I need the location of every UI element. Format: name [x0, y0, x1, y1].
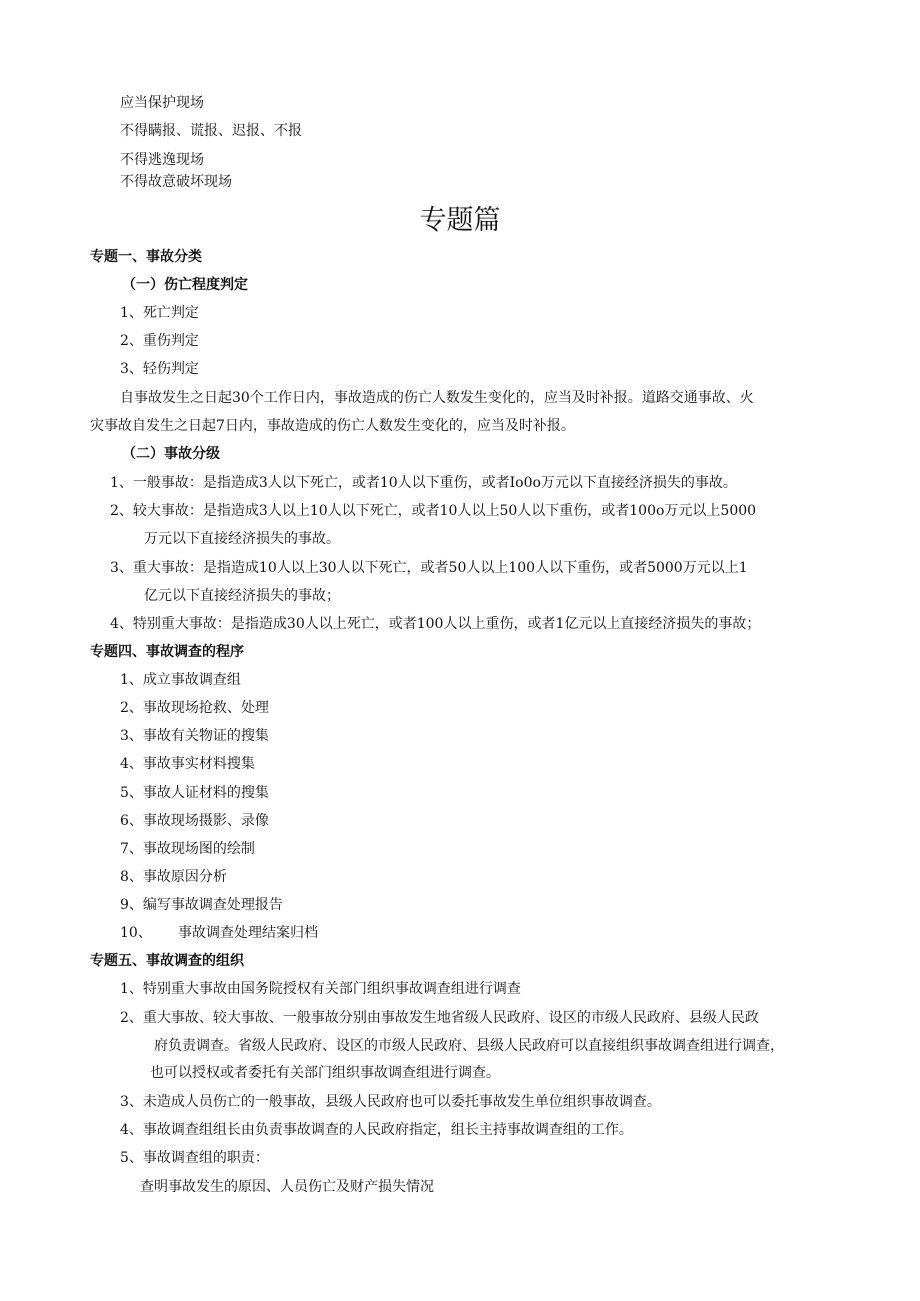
list-item: 7、事故现场图的绘制	[120, 841, 255, 857]
paragraph-line: 灾事故自发生之日起7日内，事故造成的伤亡人数发生变化的，应当及时补报。	[90, 418, 575, 434]
subsection-heading: （二）事故分级	[122, 446, 220, 462]
list-item: 2、较大事故：是指造成3人以上10人以下死亡，或者10人以上50人以下重伤，或者100o万元以上5000	[110, 503, 757, 519]
list-item: 8、事故原因分析	[120, 869, 227, 885]
list-item: 6、事故现场摄影、录像	[120, 813, 269, 829]
list-item: 3、未造成人员伤亡的一般事故，县级人民政府也可以委托事故发生单位组织事故调查。	[120, 1094, 661, 1110]
list-item: 1、成立事故调查组	[120, 672, 241, 688]
list-item: 3、事故有关物证的搜集	[120, 728, 269, 744]
list-item: 1、特别重大事故由国务院授权有关部门组织事故调查组进行调查	[120, 981, 521, 997]
list-item: 2、重伤判定	[120, 333, 199, 349]
list-item-continuation: 万元以下直接经济损失的事故。	[144, 531, 340, 547]
list-item-continuation: 也可以授权或者委托有关部门组织事故调查组进行调查。	[150, 1065, 500, 1081]
section-heading: 专题四、事故调查的程序	[90, 644, 244, 660]
list-item: 2、重大事故、较大事故、一般事故分别由事故发生地省级人民政府、设区的市级人民政府、县级人民政	[120, 1010, 759, 1026]
list-item: 事故调查处理结案归档	[178, 925, 318, 941]
list-item-continuation: 亿元以下直接经济损失的事故；	[144, 588, 340, 604]
list-item: 1、一般事故：是指造成3人以下死亡，或者10人以下重伤，或者Io0o万元以下直接经济损失的事故。	[110, 475, 737, 491]
section-heading: 专题五、事故调查的组织	[90, 953, 244, 969]
text-line: 不得瞒报、谎报、迟报、不报	[120, 123, 302, 139]
text-line: 不得故意破坏现场	[120, 174, 232, 190]
list-item: 1、死亡判定	[120, 305, 199, 321]
list-item: 5、事故人证材料的搜集	[120, 785, 269, 801]
page-title: 专题篇	[419, 205, 501, 236]
list-item: 3、轻伤判定	[120, 361, 199, 377]
list-item: 3、重大事故：是指造成10人以上30人以下死亡，或者50人以上100人以下重伤，或者5000万元以上1	[110, 560, 748, 576]
paragraph-line: 查明事故发生的原因、人员伤亡及财产损失情况	[140, 1179, 434, 1195]
list-item: 4、事故调查组组长由负责事故调查的人民政府指定，组长主持事故调查组的工作。	[120, 1122, 633, 1138]
list-item-number: 10、	[120, 925, 152, 941]
text-line: 应当保护现场	[120, 95, 204, 111]
list-item-continuation: 府负责调查。省级人民政府、设区的市级人民政府、县级人民政府可以直接组织事故调查组进行调查，	[154, 1038, 784, 1054]
paragraph-line: 自事故发生之日起30个工作日内，事故造成的伤亡人数发生变化的，应当及时补报。道路交通事故、火	[120, 390, 754, 406]
section-heading: 专题一、事故分类	[90, 249, 202, 265]
list-item: 9、编写事故调查处理报告	[120, 897, 283, 913]
subsection-heading: （一）伤亡程度判定	[122, 277, 248, 293]
list-item: 4、特别重大事故：是指造成30人以上死亡，或者100人以上重伤，或者1亿元以上直接经济损失的事故；	[110, 616, 761, 632]
list-item: 4、事故事实材料搜集	[120, 756, 255, 772]
list-item: 2、事故现场抢救、处理	[120, 700, 269, 716]
text-line: 不得逃逸现场	[120, 152, 204, 168]
list-item: 5、事故调查组的职责：	[120, 1150, 269, 1166]
